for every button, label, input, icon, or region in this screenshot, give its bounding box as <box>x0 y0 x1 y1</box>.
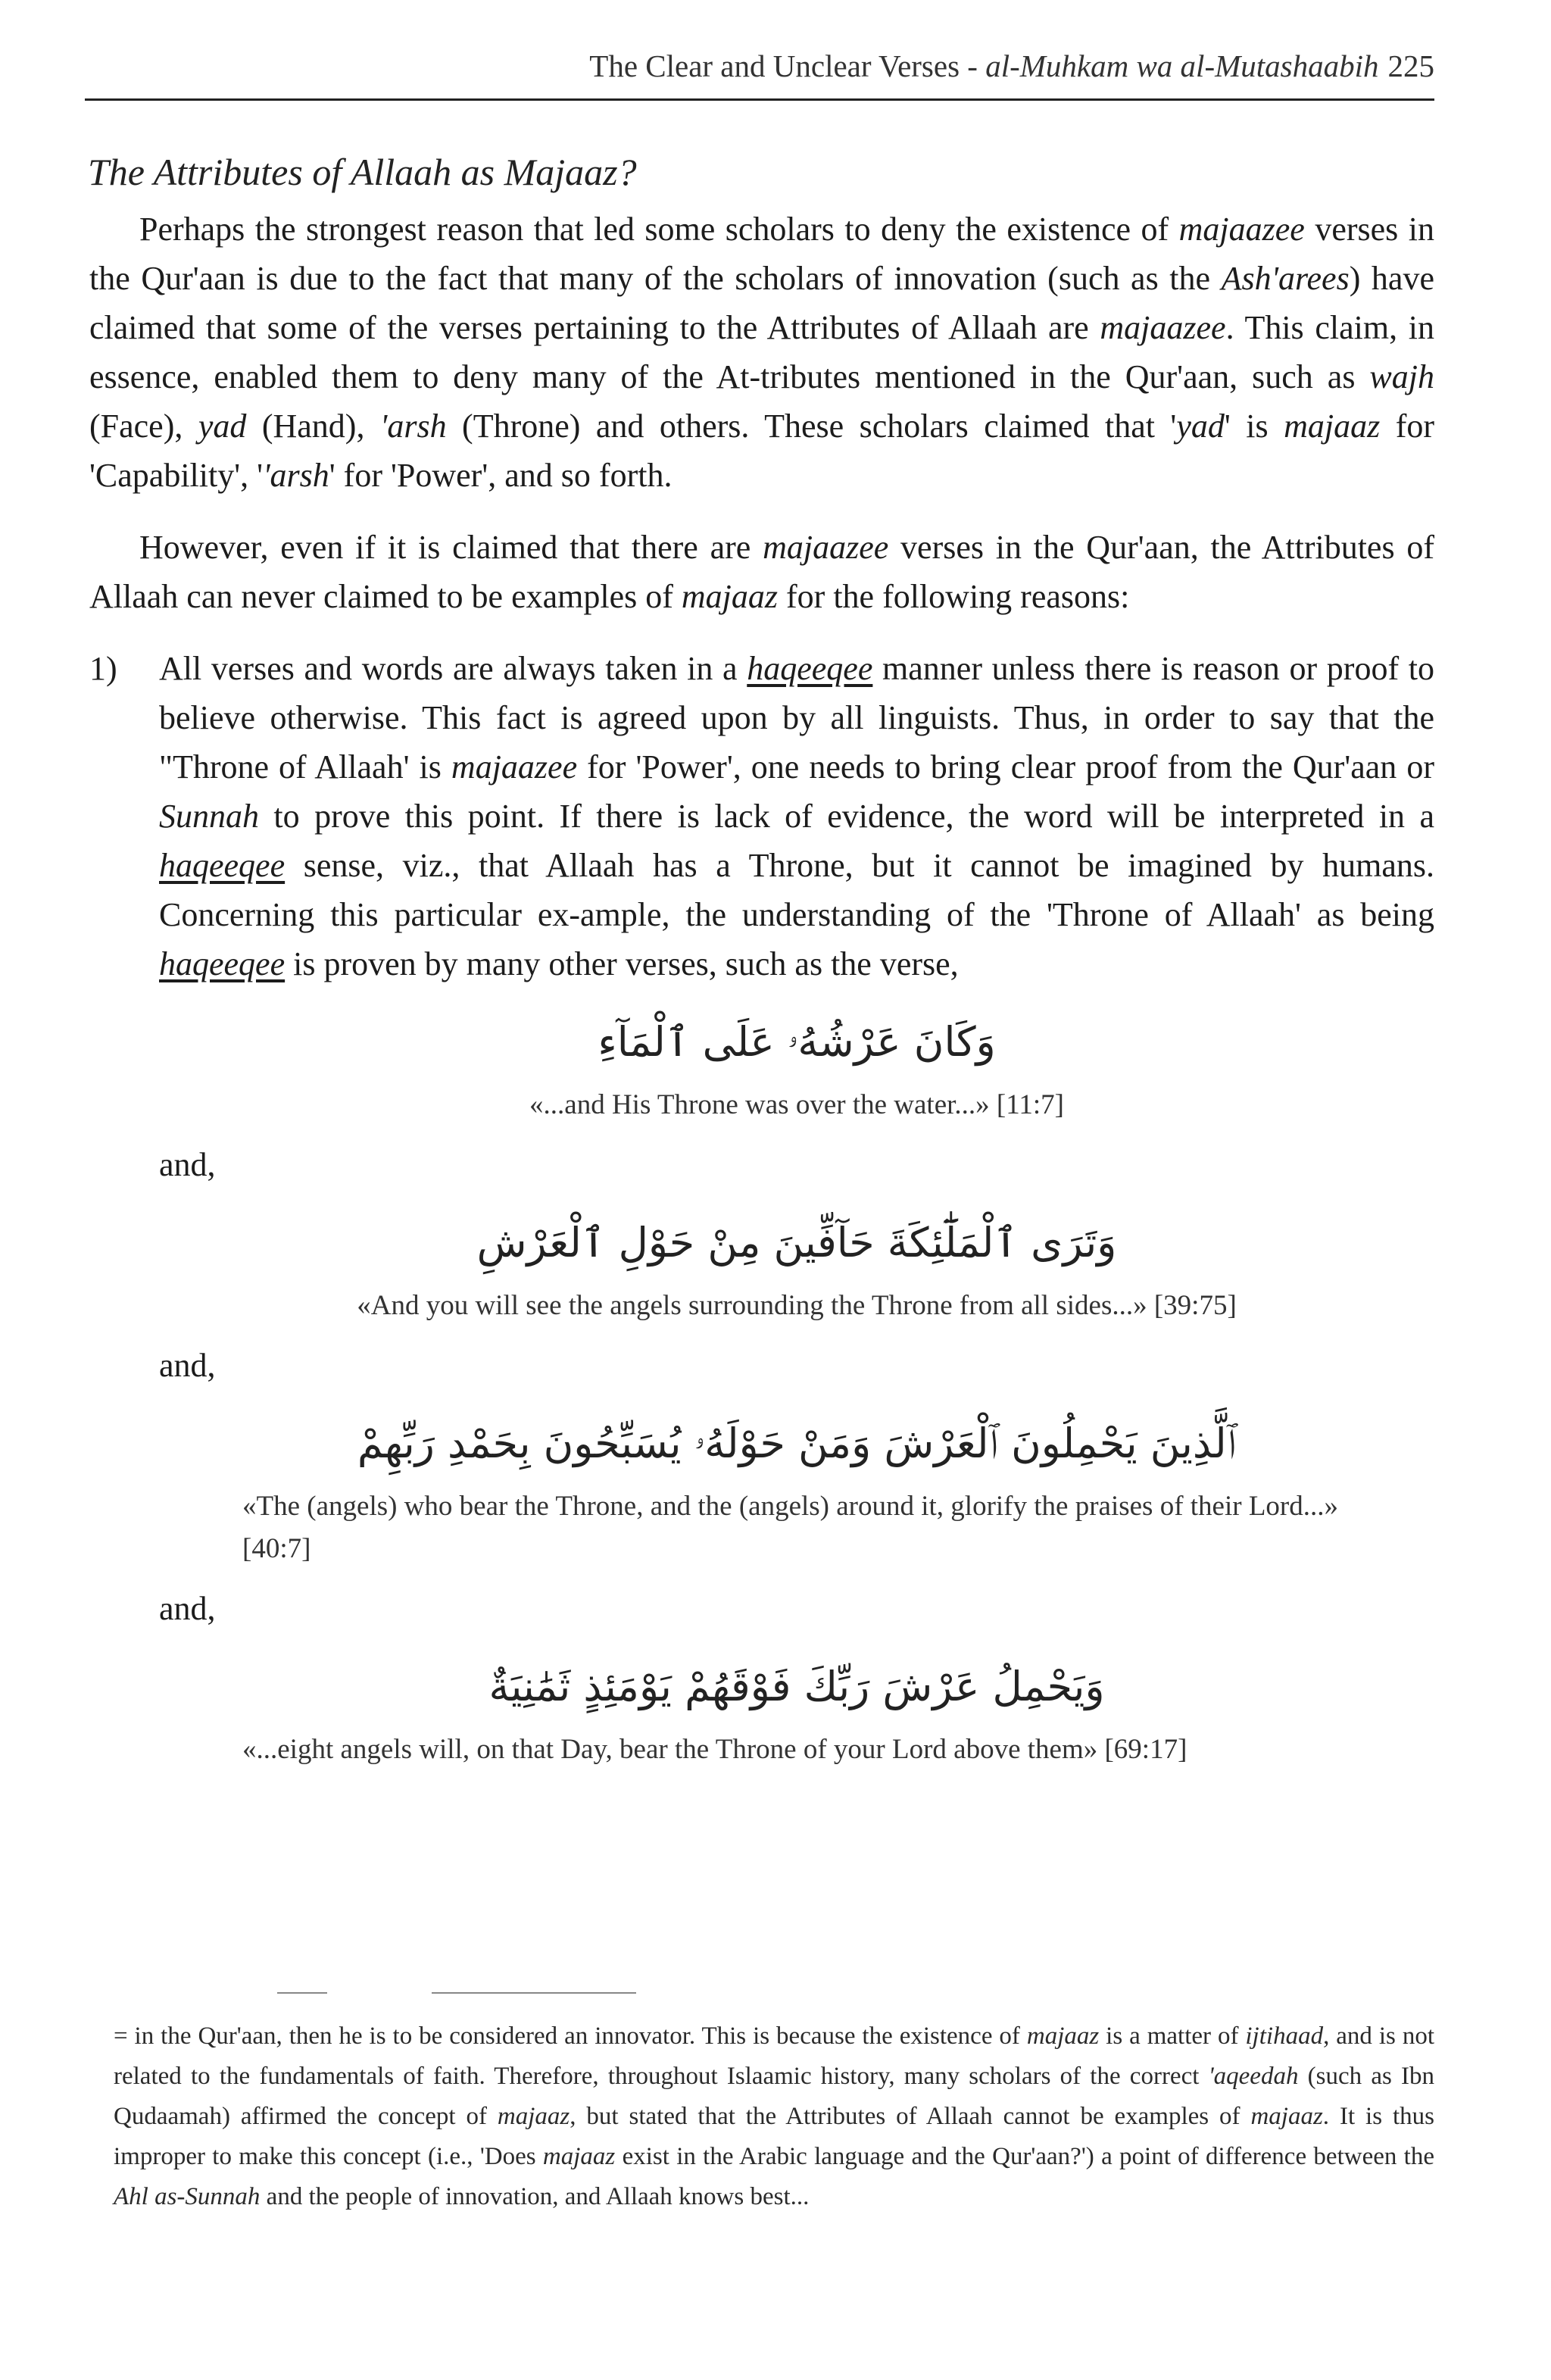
text-run: . It is thus improper to make this concept (i.e., 'Does <box>114 2103 1434 2170</box>
italic-term: majaaz <box>1250 2103 1323 2130</box>
section-heading: The Attributes of Allaah as Majaaz? <box>88 151 637 193</box>
page-body <box>89 145 1434 1785</box>
text-run: sense, viz., that Allaah has a Throne, but it cannot be imagined by humans. Concerning this particular ex-ample, the understanding of the 'Throne of Allaah' as being <box>159 847 1434 933</box>
connector-text: and, <box>159 1146 216 1183</box>
text-run: , but stated that the Attributes of Allaah cannot be examples of <box>570 2103 1251 2130</box>
italic-term: 'arsh <box>263 457 329 494</box>
text-run: (such as Ibn Qudaamah) affirmed the concept of <box>114 2063 1434 2130</box>
connector-text: and, <box>159 1590 216 1627</box>
italic-term: majaaz <box>681 578 779 615</box>
text-run: = in the Qur'aan, then he is to be considered an innovator. This is because the existence of <box>114 2022 1027 2050</box>
quran-verse-arabic: وَكَانَ عَرْشُهُۥ عَلَى ٱلْمَآءِ <box>598 1018 996 1066</box>
italic-term: majaaz <box>1284 408 1381 445</box>
text-run: verses in the Qur'aan, the Attributes of Allaah can never claimed to be examples of <box>89 529 1435 615</box>
italic-term: yad <box>1176 408 1225 445</box>
item-number: 1) <box>89 650 117 687</box>
italic-term: majaazee <box>451 748 578 786</box>
underlined-term: haqeeqee <box>159 847 286 884</box>
verse-translation: «...eight angels will, on that Day, bear the Throne of your Lord above them» [69:17] <box>242 1734 1187 1765</box>
text-run: ) have claimed that some of the verses pertaining to the Attributes of Allaah are <box>89 260 1434 346</box>
header-title: The Clear and Unclear Verses - <box>589 48 986 83</box>
running-header <box>85 39 1434 101</box>
text-run: for 'Power', one needs to bring clear proof from the Qur'aan or <box>577 748 1434 786</box>
header-subtitle: al-Muhkam wa al-Mutashaabih <box>985 48 1379 83</box>
italic-term: majaaz <box>1026 2022 1100 2050</box>
italic-term: majaazee <box>1178 211 1305 248</box>
text-run: for the following reasons: <box>778 578 1130 615</box>
text-run: . This claim, in essence, enabled them to deny many of the At-tributes mentioned in the Qur'aan, such as <box>89 309 1434 395</box>
text-run: ' is <box>1224 408 1284 445</box>
footnote-rule-right <box>432 1992 636 1994</box>
text-run: (Face), <box>89 408 198 445</box>
text-run: (Throne) and others. These scholars claimed that ' <box>446 408 1177 445</box>
paragraph-1 <box>89 205 1434 500</box>
italic-term: majaaz <box>542 2143 616 2170</box>
text-run: All verses and words are always taken in a <box>159 650 747 687</box>
quran-verse-arabic: وَتَرَى ٱلْمَلَٰٓئِكَةَ حَآفِّينَ مِنْ حَوْلِ ٱلْعَرْشِ <box>476 1219 1117 1267</box>
text-run: , and is not related to the fundamentals of faith. Therefore, throughout Islaamic history, many scholars of the correct <box>114 2022 1435 2090</box>
text-run: manner unless there is reason or proof to believe otherwise. This fact is agreed upon by all linguists. Thus, in order to say that the "Throne of Allaah' is <box>159 650 1434 786</box>
text-run: ' for 'Power', and so forth. <box>329 457 673 494</box>
italic-term: majaaz <box>497 2103 570 2130</box>
italic-term: ijtihaad <box>1245 2022 1324 2050</box>
italic-term: majaazee <box>763 529 889 566</box>
text-run: verses in the Qur'aan is due to the fact that many of the scholars of innovation (such as the <box>89 211 1434 297</box>
verse-translation: «The (angels) who bear the Throne, and the (angels) around it, glorify the praises of their Lord...» [40:7] <box>242 1491 1338 1564</box>
paragraph-2 <box>89 523 1434 621</box>
text-run: is a matter of <box>1099 2022 1246 2050</box>
verse-translation: «And you will see the angels surrounding the Throne from all sides...» [39:75] <box>357 1290 1237 1321</box>
italic-term: Sunnah <box>159 798 259 835</box>
page-number: 225 <box>1387 48 1434 83</box>
text-run: and the people of innovation, and Allaah knows best... <box>260 2183 810 2210</box>
italic-term: majaazee <box>1100 309 1226 346</box>
quran-verse-arabic: ٱلَّذِينَ يَحْمِلُونَ ٱلْعَرْشَ وَمَنْ حَوْلَهُۥ يُسَبِّحُونَ بِحَمْدِ رَبِّهِمْ <box>357 1420 1237 1467</box>
underlined-term: haqeeqee <box>159 945 286 982</box>
text-run: However, even if it is claimed that there are <box>139 529 763 566</box>
italic-term: wajh <box>1369 358 1434 395</box>
italic-term: 'arsh <box>379 408 447 445</box>
text-run: (Hand), <box>246 408 380 445</box>
quran-verse-arabic: وَيَحْمِلُ عَرْشَ رَبِّكَ فَوْقَهُمْ يَوْمَئِذٍ ثَمَٰنِيَةٌ <box>488 1663 1105 1710</box>
footnote-rule-left <box>277 1992 327 1994</box>
item-text <box>159 644 1434 989</box>
underlined-term: haqeeqee <box>747 650 873 687</box>
italic-term: Ash'arees <box>1221 260 1350 297</box>
text-run: for 'Capability', ' <box>89 408 1435 494</box>
text-run: to prove this point. If there is lack of evidence, the word will be interpreted in a <box>259 798 1434 835</box>
italic-term: Ahl as-Sunnah <box>114 2183 261 2210</box>
text-run: is proven by many other verses, such as the verse, <box>285 945 959 982</box>
text-run: exist in the Arabic language and the Qur'aan?') a point of difference between the <box>615 2143 1434 2170</box>
italic-term: yad <box>198 408 247 445</box>
text-run: Perhaps the strongest reason that led some scholars to deny the existence of <box>139 211 1179 248</box>
reason-item-1 <box>89 644 1434 1771</box>
connector-text: and, <box>159 1347 216 1384</box>
italic-term: 'aqeedah <box>1208 2063 1299 2090</box>
footnote <box>114 2016 1434 2217</box>
verse-translation: «...and His Throne was over the water...» [11:7] <box>529 1089 1064 1120</box>
